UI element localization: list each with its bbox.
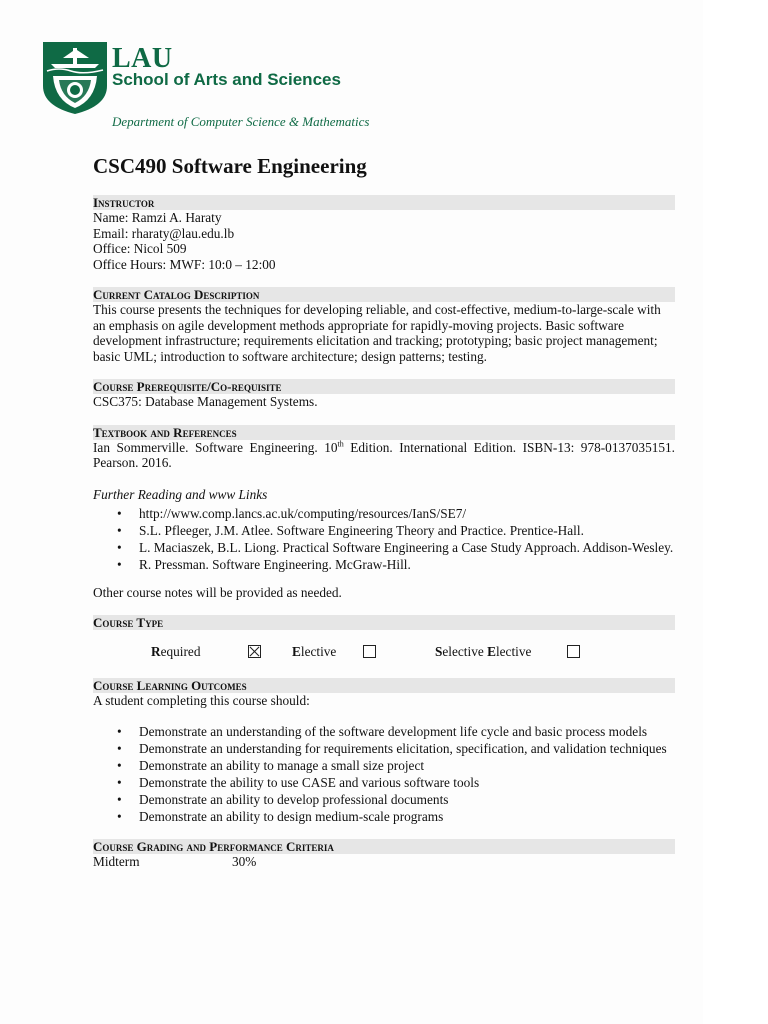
instructor-office-hours: Office Hours: MWF: 10:0 – 12:00 <box>93 256 276 272</box>
course-type-heading: Course Type <box>93 615 675 630</box>
org-short-name: LAU <box>112 43 173 74</box>
type-selective-elective-label: Selective Elective <box>435 644 532 659</box>
course-type-section <box>93 615 675 670</box>
list-item: • Demonstrate an ability to design medium-scale programs <box>139 809 675 825</box>
textbook-section <box>93 425 675 601</box>
further-reading-list <box>93 506 675 573</box>
grading-item-name: Midterm <box>93 854 140 869</box>
textbook-heading: Textbook and References <box>93 425 675 440</box>
grading-item-value: 30% <box>232 854 257 869</box>
textbook-citation <box>93 440 675 471</box>
selective-elective-checkbox[interactable] <box>567 645 580 658</box>
department-name: Department of Computer Science & Mathematics <box>112 114 370 129</box>
school-name: School of Arts and Sciences <box>112 70 341 89</box>
course-type-options <box>93 630 675 670</box>
list-item: • Demonstrate the ability to use CASE and various software tools <box>139 775 675 791</box>
list-item: • Demonstrate an ability to manage a small size project <box>139 758 675 774</box>
instructor-section <box>93 195 675 272</box>
list-item: • Demonstrate an understanding for requirements elicitation, specification, and validation techniques <box>139 741 675 757</box>
outcomes-heading: Course Learning Outcomes <box>93 678 675 693</box>
course-title: CSC490 Software Engineering <box>93 154 367 178</box>
list-item: • http://www.comp.lancs.ac.uk/computing/resources/IanS/SE7/ <box>139 506 675 522</box>
textbook-edition-sup: th <box>337 439 344 449</box>
prerequisite-section <box>93 379 675 410</box>
textbook-citation-main: Ian Sommerville. Software Engineering. 10 <box>93 439 338 455</box>
catalog-heading: Current Catalog Description <box>93 287 675 302</box>
prerequisite-text: CSC375: Database Management Systems. <box>93 394 318 409</box>
table-row <box>93 854 675 870</box>
list-item: • R. Pressman. Software Engineering. McGraw-Hill. <box>139 557 675 573</box>
lau-seal-icon <box>43 42 107 114</box>
type-elective-label: Elective <box>292 644 337 659</box>
further-reading-heading: Further Reading and www Links <box>93 486 268 502</box>
list-item: • S.L. Pfleeger, J.M. Atlee. Software Engineering Theory and Practice. Prentice-Hall. <box>139 523 675 539</box>
list-item: • Demonstrate an ability to develop professional documents <box>139 792 675 808</box>
list-item: • L. Maciaszek, B.L. Liong. Practical Software Engineering a Case Study Approach. Addison-Wesley. <box>139 540 675 556</box>
course-notes: Other course notes will be provided as needed. <box>93 584 342 600</box>
elective-checkbox[interactable] <box>363 645 376 658</box>
textbook-citation-rest: Edition. International Edition. ISBN-13: 978-0137035151. Pearson. 2016. <box>93 439 675 470</box>
required-checkbox[interactable] <box>248 645 261 658</box>
outcomes-section <box>93 678 675 824</box>
prerequisite-heading: Course Prerequisite/Co-requisite <box>93 379 675 394</box>
grading-section <box>93 839 675 870</box>
list-item: • Demonstrate an understanding of the software development life cycle and basic process models <box>139 724 675 740</box>
instructor-email: Email: rharaty@lau.edu.lb <box>93 225 235 241</box>
outcomes-list <box>93 724 675 825</box>
catalog-section <box>93 287 675 364</box>
catalog-description: This course presents the techniques for developing reliable, and cost-effective, medium-to-large-scale with an emphasis on agile development methods appropriate for rapidly-moving projects. Basic software development infrastructure; requirements elicitation and tracking; prototyping; basic project management; basic UML; introduction to software architecture; design patterns; testing. <box>93 302 661 364</box>
grading-heading: Course Grading and Performance Criteria <box>93 839 675 854</box>
type-required-label: Required <box>151 644 201 659</box>
instructor-office: Office: Nicol 509 <box>93 241 187 256</box>
instructor-name: Name: Ramzi A. Haraty <box>93 210 222 225</box>
syllabus-content <box>93 150 675 870</box>
outcomes-intro: A student completing this course should: <box>93 693 310 708</box>
instructor-heading: Instructor <box>93 195 675 210</box>
